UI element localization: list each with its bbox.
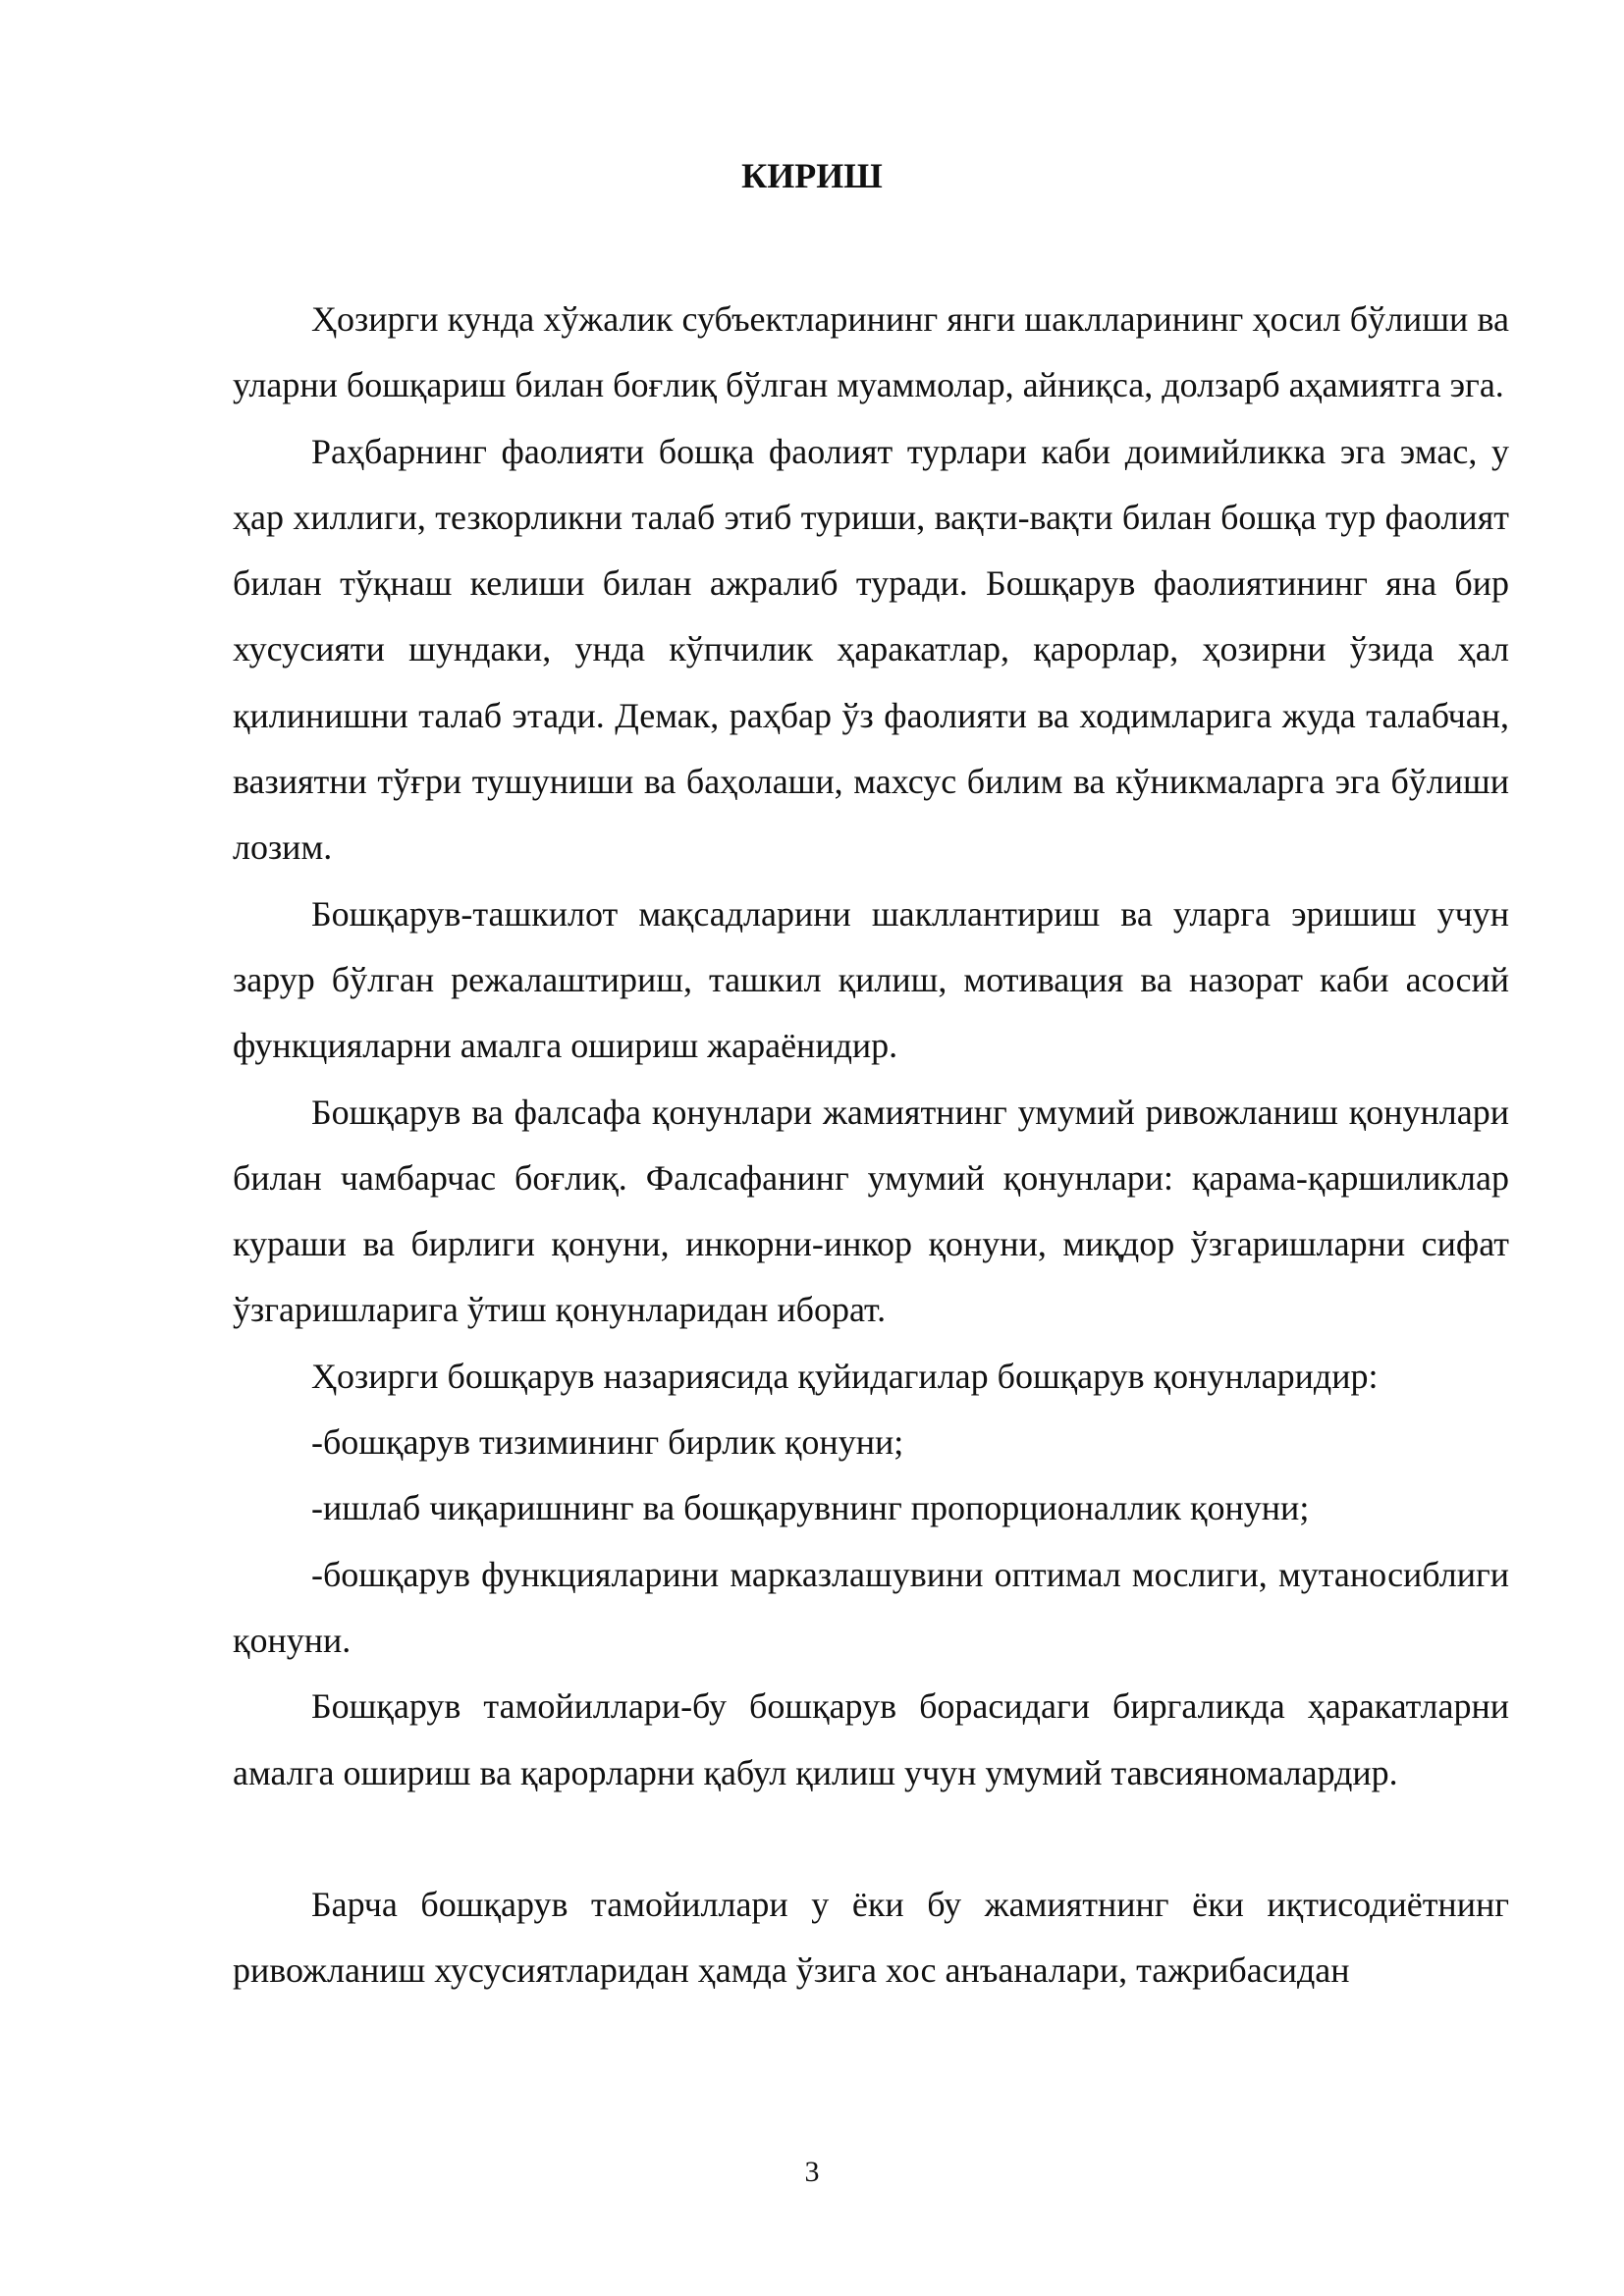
paragraph: Бошқарув-ташкилот мақсадларини шакллантириш ва уларга эришиш учун зарур бўлган режалаштириш, ташкил қилиш, мотивация ва назорат каби асосий функцияларни амалга ошириш жараёнидир. xyxy=(233,893,1509,1066)
page-title: КИРИШ xyxy=(741,156,883,195)
list-item: -бошқарув тизимининг бирлик қонуни; xyxy=(311,1422,904,1463)
paragraph: Барча бошқарув тамойиллари у ёки бу жамиятнинг ёки иқтисодиётнинг ривожланиш хусусиятларидан ҳамда ўзига хос анъаналари, тажрибасидан xyxy=(233,1884,1509,1991)
page-number: 3 xyxy=(804,2156,820,2188)
paragraph: Ҳозирги бошқарув назариясида қуйидагилар бошқарув қонунларидир: xyxy=(311,1356,1379,1396)
list-item: -бошқарув функцияларини марказлашувини оптимал мослиги, мутаносиблиги қонуни. xyxy=(233,1554,1509,1660)
blank-line xyxy=(233,1806,1509,1872)
paragraph: Ҳозирги кунда хўжалик субъектларининг янги шаклларининг ҳосил бўлиши ва уларни бошқариш билан боғлиқ бўлган муаммолар, айниқса, долзарб аҳамиятга эга. xyxy=(233,299,1509,405)
paragraph: Раҳбарнинг фаолияти бошқа фаолият турлари каби доимийликка эга эмас, у ҳар хиллиги, тезкорликни талаб этиб туриши, вақти-вақти билан бошқа тур фаолият билан тўқнаш келиши билан ажралиб туради. Бошқарув фаолиятининг яна бир хусусияти шундаки, унда кўпчилик ҳаракатлар, қарорлар, ҳозирни ўзида ҳал қилинишни талаб этади. Демак, раҳбар ўз фаолияти ва ходимларига жуда талабчан, вазиятни тўғри тушуниши ва баҳолаши, махсус билим ва кўникмаларга эга бўлиши лозим. xyxy=(233,431,1509,868)
list-item: -ишлаб чиқаришнинг ва бошқарувнинг пропорционаллик қонуни; xyxy=(311,1488,1310,1528)
document-body xyxy=(233,287,1509,2003)
paragraph: Бошқарув ва фалсафа қонунлари жамиятнинг умумий ривожланиш қонунлари билан чамбарчас боғлиқ. Фалсафанинг умумий қонунлари: қарама-қаршиликлар кураши ва бирлиги қонуни, инкорни-инкор қонуни, миқдор ўзгаришларни сифат ўзгаришларига ўтиш қонунларидан иборат. xyxy=(233,1092,1509,1330)
paragraph: Бошқарув тамойиллари-бу бошқарув борасидаги биргаликда ҳаракатларни амалга ошириш ва қарорларни қабул қилиш учун умумий тавсияномалардир. xyxy=(233,1686,1509,1792)
